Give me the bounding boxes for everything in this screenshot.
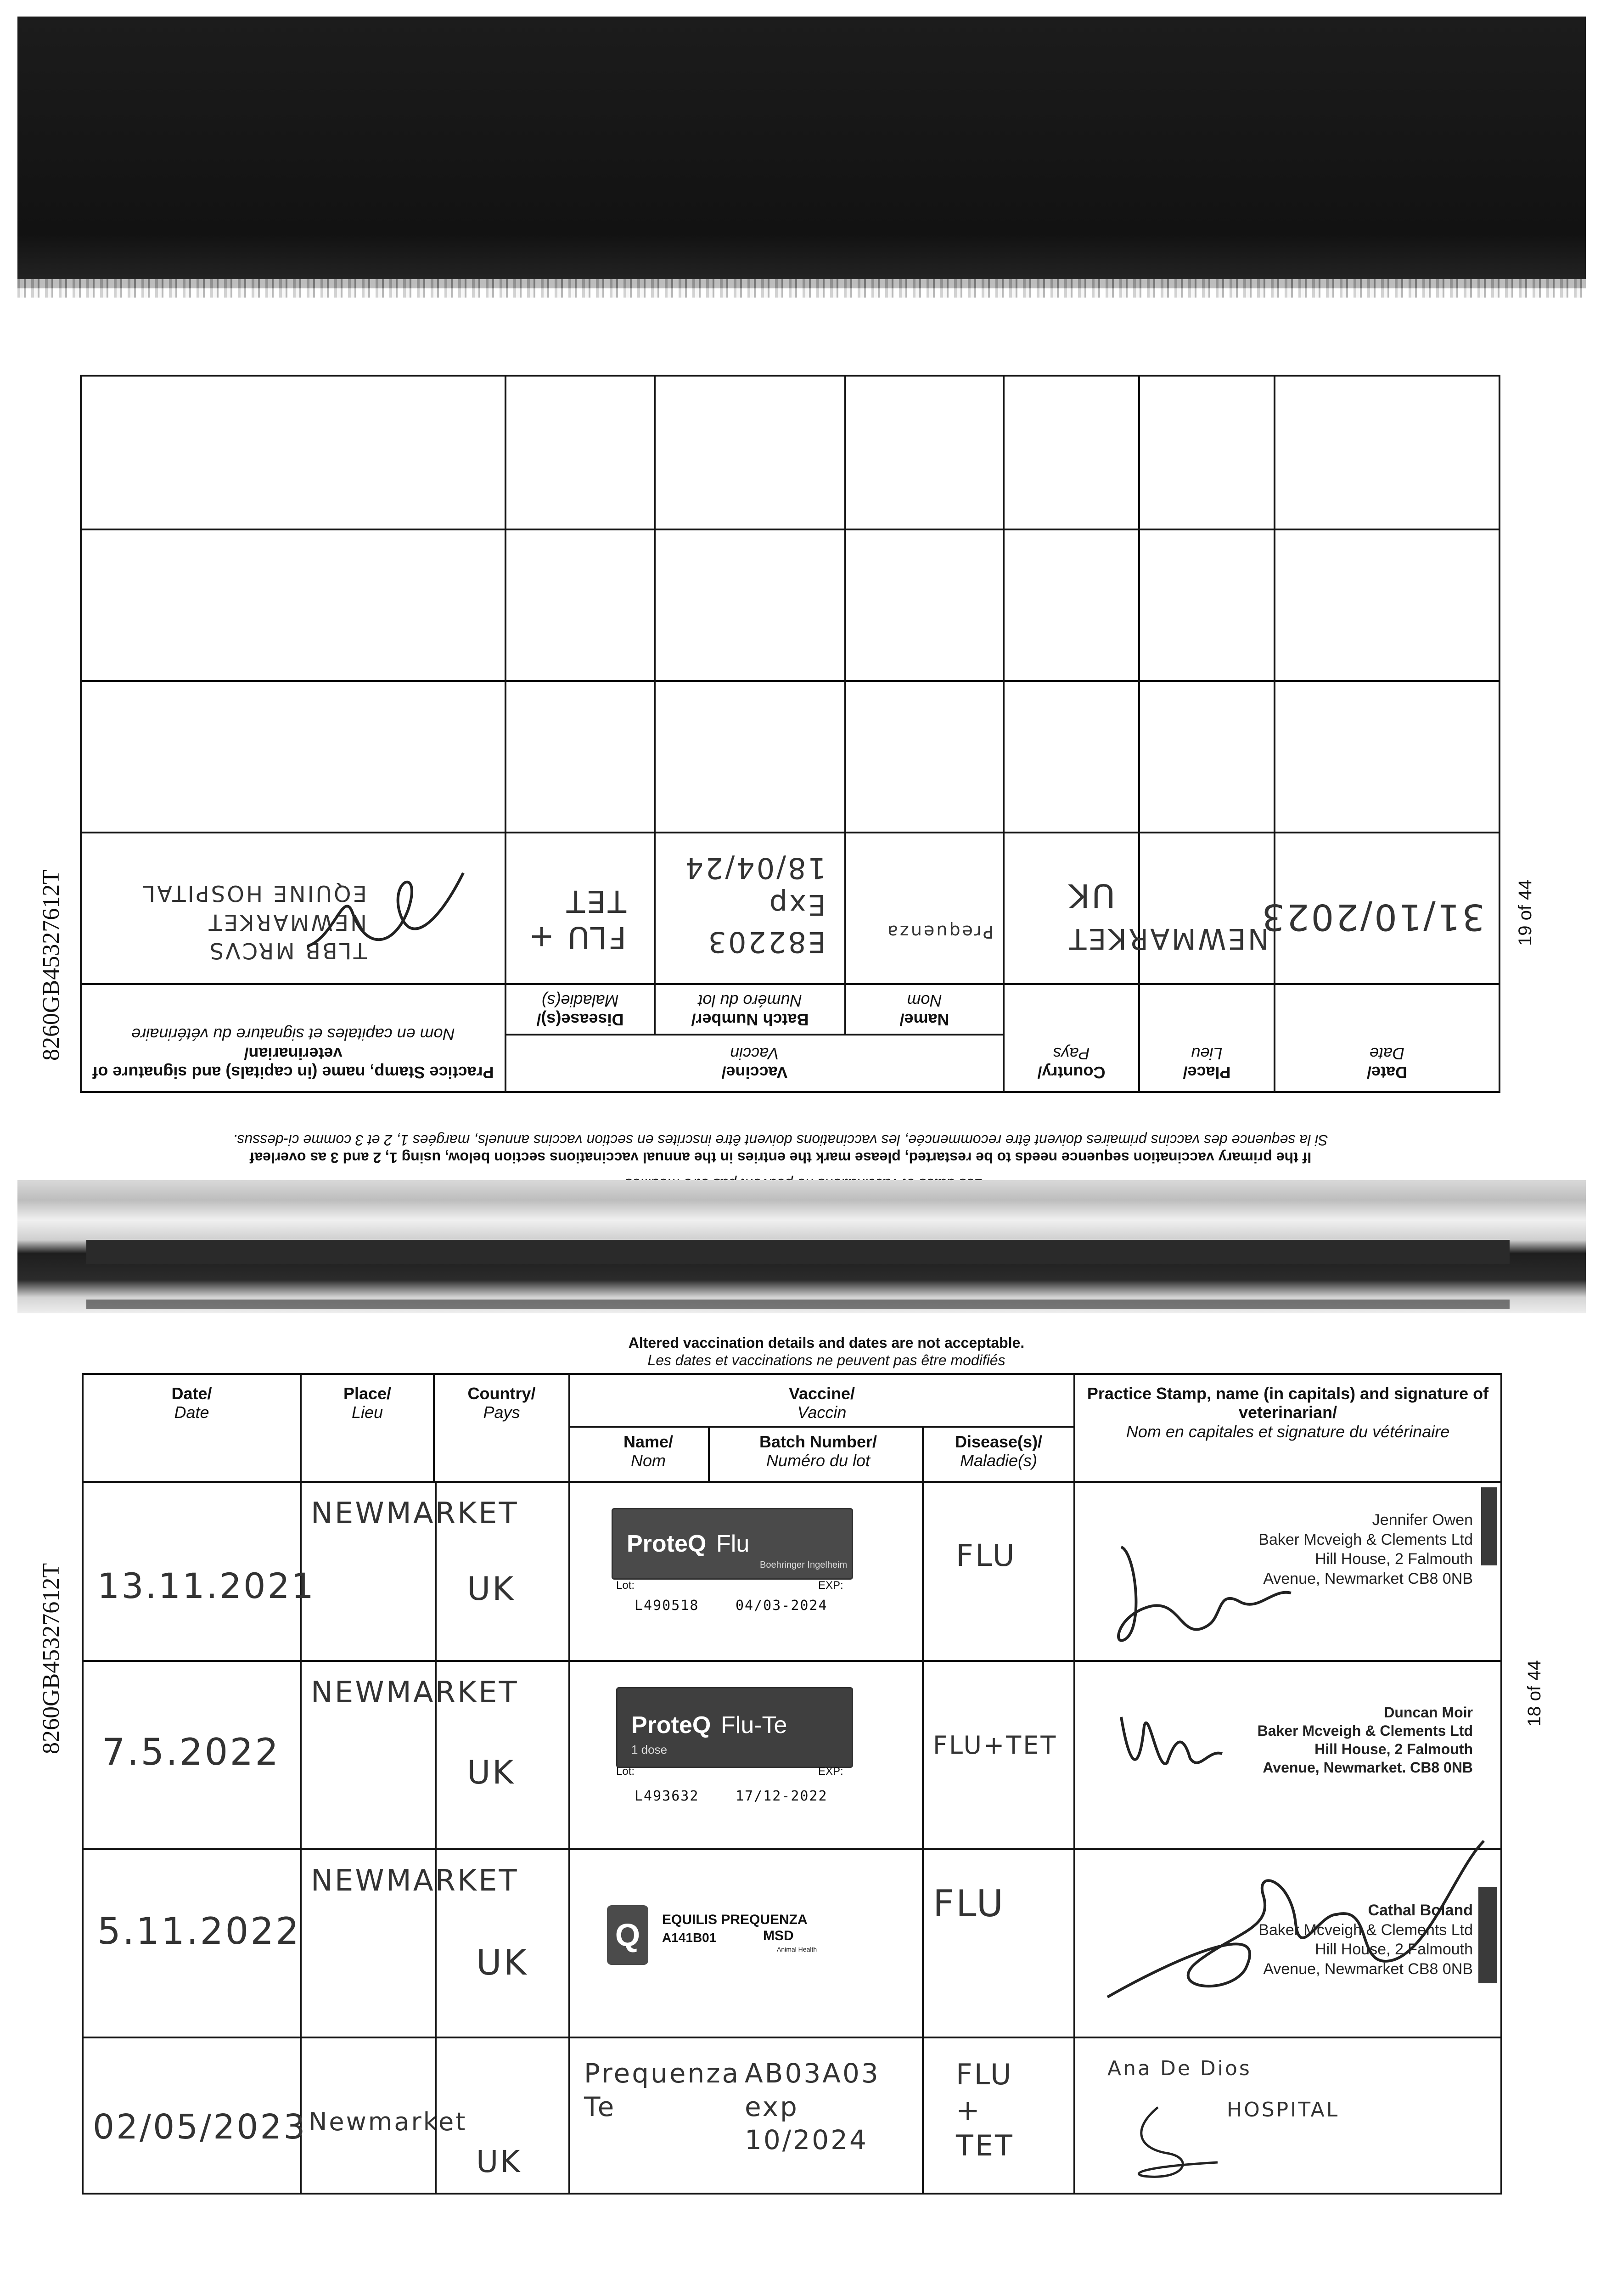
lower-vaccination-table (82, 1373, 1502, 2195)
cell-vaccine (569, 2037, 923, 2194)
cell-batch: AB03A03 exp 10/2024 (745, 2058, 880, 2155)
header-name-batch (569, 1427, 923, 1482)
cell-place: NEWMARKET (1139, 833, 1275, 984)
header-stamp: Practice Stamp, name (in capitals) and signature of veterinarian/ Nom en capitales et signature du vétérinaire (1074, 1374, 1501, 1482)
header-vaccine: Vaccine/ Vaccin (505, 1035, 1004, 1092)
header-vaccine: Vaccine/ Vaccin (569, 1374, 1074, 1427)
cell-vaccine: ProteQ Flu-Te 1 dose Lot: EXP: L493632 17/12-2022 (569, 1661, 923, 1849)
page-number-lower: 18 of 44 (1524, 1660, 1544, 1727)
cell-vaccine: ProteQ Flu Boehringer Ingelheim Lot: EXP: L490518 04/03-2024 (569, 1482, 923, 1661)
header-country: Country/ Pays (1004, 984, 1139, 1092)
book-spine (17, 1180, 1586, 1313)
cell-place-country (301, 1482, 569, 1661)
cell-vaccine: Q EQUILIS PREQUENZA A141B01 MSD Animal Health (569, 1849, 923, 2037)
table-row (83, 1849, 1501, 2037)
document-id-upper: 8260GB45327612T (38, 870, 64, 1061)
cell-date: 13.11.2021 (83, 1482, 301, 1661)
spine-band (86, 1300, 1510, 1309)
vaccine-lot: L493632 (635, 1788, 699, 1804)
cell-place-country (301, 1661, 569, 1849)
notice-primary-sequence: If the primary vaccination sequence needs to be restarted, please mark the entries in the annual vaccinations section below, using 1, 2 and 3 as overleaf Si la sequence des vaccins primaires doivent être recommencée, les vaccinations doivent être inscrites en section vaccins annuels, margées 1, 2 et 3 comme ci-dessus. (233, 1131, 1328, 1166)
cell-disease: FLU + TET (505, 833, 655, 984)
practice-stamp: Jennifer Owen Baker Mcveigh & Clements Ltd Hill House, 2 Falmouth Avenue, Newmarket CB8 0NB (1258, 1511, 1473, 1587)
cell-date: 7.5.2022 (83, 1661, 301, 1849)
cell-country: UK (476, 2144, 522, 2179)
vaccine-exp: 17/12-2022 (736, 1788, 828, 1804)
header-date: Date/ Date (83, 1374, 301, 1482)
cell-batch: E82203 Exp 18/04/24 (655, 833, 845, 984)
upper-vaccination-table (80, 375, 1500, 1093)
notice-altered-lower: Altered vaccination details and dates are not acceptable. Les dates et vaccinations ne peuvent pas être modifiés (628, 1334, 1025, 1369)
cell-place: Newmarket (309, 2107, 467, 2136)
table-row (81, 529, 1499, 681)
stamp-line: TLBB MRCVS (208, 938, 367, 963)
header-batch: Batch Number/ Numéro du lot (759, 1432, 877, 1470)
cell-place-country (301, 2037, 569, 2194)
table-row (83, 2037, 1501, 2194)
vaccine-exp: 04/03-2024 (736, 1598, 828, 1614)
cell-place-country (301, 1849, 569, 2037)
header-place: Place/ Lieu (301, 1374, 434, 1482)
vaccine-label: ProteQ Flu Boehringer Ingelheim (612, 1508, 853, 1580)
vaccine-product: EQUILIS PREQUENZA (662, 1912, 808, 1927)
header-date: Date/ Date (1275, 984, 1499, 1092)
signature-image (289, 855, 472, 965)
q-logo-icon: Q (607, 1905, 648, 1965)
upper-page (82, 377, 1500, 1093)
practice-stamp: Duncan Moir Baker Mcveigh & Clements Ltd Hill House, 2 Falmouth Avenue, Newmarket. CB8 0NB (1257, 1704, 1473, 1776)
cell-country: UK (467, 1570, 516, 1608)
header-disease: Disease(s)/ Maladie(s) (505, 984, 655, 1035)
cell-country: UK (467, 1754, 516, 1791)
table-row (83, 1661, 1501, 1849)
header-stamp: Practice Stamp, name (in capitals) and signature of veterinarian/ Nom en capitales et signature du vétérinaire (81, 984, 505, 1092)
document-id-lower: 8260GB45327612T (38, 1563, 64, 1754)
vaccine-code: A141B01 (662, 1930, 717, 1945)
lower-page (82, 1373, 1500, 2179)
table-row (81, 833, 1499, 984)
cell-date: 5.11.2022 (83, 1849, 301, 2037)
cell-place: NEWMARKET (311, 1676, 519, 1710)
stamp-line: NEWMARKET (207, 909, 367, 935)
header-batch: Batch Number/ Numéro du lot (655, 984, 845, 1035)
table-row (81, 376, 1499, 529)
cell-name: Prequenza Te (584, 2058, 741, 2122)
cell-disease: FLU + TET (923, 2037, 1074, 2194)
header-country: Country/ Pays (434, 1374, 569, 1482)
msd-logo: MSD (763, 1928, 794, 1943)
cell-place: NEWMARKET (311, 1864, 519, 1898)
table-row (83, 1482, 1501, 1661)
cell-stamp: Ana De Dios HOSPITAL (1074, 2037, 1501, 2194)
stamp-line: EQUINE HOSPITAL (141, 880, 367, 906)
cell-stamp (81, 833, 505, 984)
header-name: Name/ Nom (845, 984, 1004, 1035)
practice-stamp: Cathal Boland Baker Mcveigh & Clements Ltd Hill House, 2 Falmouth Avenue, Newmarket CB8 0NB (1258, 1902, 1473, 1978)
signature-image (1103, 2093, 1241, 2185)
vaccine-label: ProteQ Flu-Te 1 dose (616, 1687, 853, 1768)
cell-disease: FLU+TET (923, 1661, 1074, 1849)
cell-country: UK (476, 1942, 528, 1983)
cell-name: Prequenza (845, 833, 1004, 984)
cell-disease: FLU (923, 1849, 1074, 2037)
spine-band (86, 1240, 1510, 1264)
scan-dark-area (17, 17, 1586, 288)
signature-image (1112, 1699, 1231, 1781)
cell-stamp (1074, 1849, 1501, 2037)
cell-place: NEWMARKET (311, 1497, 519, 1531)
header-place: Place/ Lieu (1139, 984, 1275, 1092)
cell-date: 02/05/2023 (83, 2037, 301, 2194)
cell-disease: FLU (923, 1482, 1074, 1661)
page-number-upper: 19 of 44 (1515, 879, 1535, 946)
table-row (81, 681, 1499, 833)
cell-country: UK (1004, 833, 1139, 984)
header-name: Name/ Nom (623, 1432, 674, 1470)
vaccine-lot: L490518 (635, 1598, 699, 1614)
cell-date: 31/10/2023 (1275, 833, 1499, 984)
header-disease: Disease(s)/ Maladie(s) (923, 1427, 1074, 1482)
cell-stamp (1074, 1661, 1501, 1849)
cell-stamp (1074, 1482, 1501, 1661)
